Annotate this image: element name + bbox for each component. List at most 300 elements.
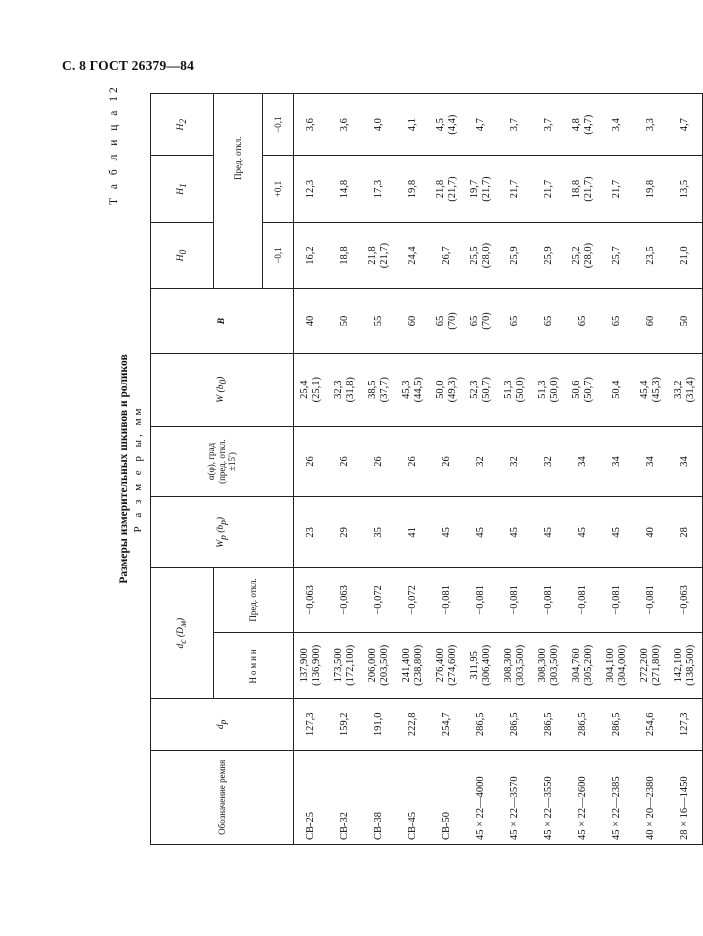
cell-dc-tol-value: −0,081 <box>508 585 520 615</box>
cell-dc-nomin-value: 173,500 <box>332 648 344 683</box>
cell-dc-nomin <box>532 632 566 699</box>
cell-w <box>498 353 532 426</box>
cell-h1 <box>600 156 634 223</box>
cell-w-alt-value: (49,3) <box>447 376 458 403</box>
cell-h1-value: 13,5 <box>678 179 690 199</box>
cell-dp <box>362 699 396 750</box>
cell-alpha <box>396 426 430 497</box>
cell-h0 <box>464 222 498 289</box>
cell-dp <box>600 699 634 750</box>
cell-designation <box>294 750 329 844</box>
header-w: W $(b_0)$ <box>151 353 294 426</box>
cell-dc-tol-value: −0,072 <box>406 585 418 615</box>
cell-dc-tol-value: −0,081 <box>644 585 656 615</box>
cell-h0-value: 26,7 <box>440 246 452 265</box>
cell-w-alt-value: (45,3) <box>651 376 662 403</box>
cell-h0 <box>498 222 532 289</box>
cell-designation <box>396 750 430 844</box>
cell-dp <box>396 699 430 750</box>
cell-dc-nomin-alt-value: (304,000) <box>617 644 628 686</box>
cell-designation <box>600 750 634 844</box>
cell-h0-value: 24,4 <box>406 246 418 265</box>
cell-w-value: 51,3 <box>536 380 548 399</box>
cell-wp-value: 45 <box>474 527 486 538</box>
cell-designation <box>532 750 566 844</box>
cell-h2-value: 4,7 <box>678 118 690 132</box>
cell-h2-alt-value: (4,7) <box>583 114 594 135</box>
cell-w-value: 33,2 <box>672 380 684 399</box>
cell-b <box>566 289 600 353</box>
cell-wp-value: 40 <box>644 527 656 538</box>
cell-h0-alt-value: (21,7) <box>379 242 390 269</box>
cell-b <box>600 289 634 353</box>
cell-dp-value: 286,5 <box>474 712 486 737</box>
table-row <box>464 94 498 845</box>
cell-h1 <box>430 156 464 223</box>
cell-designation <box>430 750 464 844</box>
cell-h0-alt-value: (28,0) <box>583 242 594 269</box>
cell-w <box>532 353 566 426</box>
cell-dc-nomin-alt-value: (203,500) <box>379 644 390 686</box>
cell-h0 <box>668 222 703 289</box>
cell-h2-value: 4,8 <box>570 118 582 132</box>
cell-designation-value: СВ-45 <box>406 811 418 840</box>
cell-w <box>668 353 703 426</box>
cell-dc-tol <box>294 568 329 632</box>
header-tol-h0: −0,1 <box>263 222 294 289</box>
cell-dc-nomin <box>464 632 498 699</box>
cell-dp <box>430 699 464 750</box>
cell-w-value: 25,4 <box>298 380 310 399</box>
cell-wp <box>362 497 396 568</box>
cell-designation-value: 45 × 22—4000 <box>474 776 486 840</box>
cell-b-value: 65 <box>576 315 588 327</box>
cell-b-alt-value: (70) <box>481 312 492 330</box>
cell-h0-value: 18,8 <box>338 246 350 265</box>
cell-wp-value: 28 <box>678 527 690 538</box>
cell-b <box>464 289 498 353</box>
cell-b-value: 50 <box>338 315 350 327</box>
cell-wp <box>566 497 600 568</box>
cell-dp <box>328 699 362 750</box>
cell-dc-nomin-value: 137,900 <box>298 648 310 683</box>
page-header: С. 8 ГОСТ 26379—84 <box>62 58 195 73</box>
cell-alpha <box>498 426 532 497</box>
cell-designation <box>328 750 362 844</box>
cell-h2-value: 3,6 <box>338 118 350 132</box>
cell-dc-tol-value: −0,081 <box>474 585 486 615</box>
cell-b <box>396 289 430 353</box>
cell-alpha <box>668 426 703 497</box>
cell-dc-tol-value: −0,063 <box>338 585 350 615</box>
cell-dc-tol <box>532 568 566 632</box>
cell-designation-value: СВ-50 <box>440 811 452 840</box>
cell-h1-value: 21,7 <box>508 179 520 199</box>
table-subtitle: Р а з м е р ы, мм <box>132 405 144 533</box>
cell-dc-nomin-value: 304,760 <box>570 648 582 683</box>
cell-alpha <box>600 426 634 497</box>
cell-dc-nomin-value: 304,100 <box>604 648 616 683</box>
cell-dc-nomin-alt-value: (138,500) <box>685 644 696 686</box>
cell-b-value: 65 <box>468 315 480 327</box>
table-row <box>328 94 362 845</box>
cell-b-value: 65 <box>508 315 520 327</box>
cell-dc-nomin <box>328 632 362 699</box>
table-row <box>362 94 396 845</box>
cell-h1 <box>532 156 566 223</box>
cell-h0-value: 23,5 <box>644 246 656 265</box>
table-title: Размеры измерительных шкивов и роликов <box>118 354 130 584</box>
cell-h1 <box>464 156 498 223</box>
cell-alpha <box>362 426 396 497</box>
cell-h1-value: 19,7 <box>468 179 480 199</box>
cell-h2 <box>532 94 566 156</box>
cell-dc-nomin <box>396 632 430 699</box>
cell-b-alt-value: (70) <box>447 312 458 330</box>
cell-h1-value: 17,3 <box>372 179 384 199</box>
cell-alpha-value: 26 <box>304 456 316 467</box>
cell-dc-tol <box>430 568 464 632</box>
cell-dc-nomin-alt-value: (172,100) <box>345 644 356 686</box>
cell-w <box>566 353 600 426</box>
cell-w <box>396 353 430 426</box>
cell-w-alt-value: (31,4) <box>685 376 696 403</box>
cell-alpha-value: 34 <box>644 456 656 467</box>
cell-h0 <box>430 222 464 289</box>
cell-dc-tol-value: −0,063 <box>678 585 690 615</box>
cell-wp-value: 29 <box>338 527 350 538</box>
cell-h1 <box>294 156 329 223</box>
cell-h1-value: 12,3 <box>304 179 316 199</box>
header-tol-h1: +0,1 <box>263 156 294 223</box>
cell-wp-value: 45 <box>440 527 452 538</box>
cell-dc-nomin-value: 276,400 <box>434 648 446 683</box>
cell-h0-value: 21,8 <box>366 246 378 265</box>
cell-wp-value: 45 <box>542 527 554 538</box>
cell-dc-nomin <box>430 632 464 699</box>
cell-alpha <box>566 426 600 497</box>
cell-h1 <box>566 156 600 223</box>
cell-dp-value: 191,0 <box>372 712 384 737</box>
cell-w-value: 45,4 <box>638 380 650 399</box>
header-h2: $H_2$ <box>151 94 214 156</box>
cell-dc-tol <box>362 568 396 632</box>
cell-h1-value: 19,8 <box>406 179 418 199</box>
cell-wp <box>498 497 532 568</box>
cell-h2-value: 3,4 <box>610 118 622 132</box>
cell-w <box>362 353 396 426</box>
cell-alpha-value: 26 <box>440 456 452 467</box>
cell-w-value: 50,4 <box>610 380 622 399</box>
cell-designation-value: СВ-25 <box>304 811 316 840</box>
header-nomin: Номин <box>214 632 294 699</box>
cell-b-value: 65 <box>610 315 622 327</box>
cell-h0-value: 25,7 <box>610 246 622 265</box>
cell-w-value: 51,3 <box>502 380 514 399</box>
cell-b-value: 60 <box>406 315 418 327</box>
cell-h2-alt-value: (4,4) <box>447 114 458 135</box>
cell-h2 <box>362 94 396 156</box>
cell-dp-value: 286,5 <box>610 712 622 737</box>
table-label: Т а б л и ц а 12 <box>108 84 120 205</box>
cell-designation-value: 45 × 22—2600 <box>576 776 588 840</box>
cell-h1 <box>396 156 430 223</box>
cell-h2-value: 3,7 <box>542 118 554 132</box>
cell-designation <box>634 750 668 844</box>
cell-dp <box>634 699 668 750</box>
cell-designation-value: СВ-38 <box>372 811 384 840</box>
cell-dp-value: 254,6 <box>644 712 656 737</box>
cell-dp-value: 286,5 <box>508 712 520 737</box>
cell-h2 <box>566 94 600 156</box>
table-row <box>532 94 566 845</box>
cell-h2 <box>294 94 329 156</box>
cell-alpha <box>430 426 464 497</box>
cell-w <box>294 353 329 426</box>
cell-dc-nomin-alt-value: (303,500) <box>515 644 526 686</box>
cell-alpha <box>464 426 498 497</box>
cell-dp-value: 286,5 <box>576 712 588 737</box>
cell-h0-value: 16,2 <box>304 246 316 265</box>
cell-designation-value: 45 × 22—2385 <box>610 776 622 840</box>
rotated-table-region <box>108 84 696 845</box>
cell-alpha-value: 26 <box>372 456 384 467</box>
cell-b-value: 60 <box>644 315 656 327</box>
cell-wp <box>600 497 634 568</box>
cell-b <box>634 289 668 353</box>
cell-h0-alt-value: (28,0) <box>481 242 492 269</box>
cell-dp <box>464 699 498 750</box>
cell-w-alt-value: (50,0) <box>549 376 560 403</box>
cell-h1 <box>668 156 703 223</box>
cell-dp <box>532 699 566 750</box>
cell-h0 <box>362 222 396 289</box>
cell-h1 <box>328 156 362 223</box>
header-h0: $H_0$ <box>151 222 214 289</box>
cell-h0-value: 25,2 <box>570 246 582 265</box>
table-row <box>566 94 600 845</box>
table-row <box>498 94 532 845</box>
cell-h2 <box>668 94 703 156</box>
cell-b <box>430 289 464 353</box>
header-h1: $H_1$ <box>151 156 214 223</box>
cell-h1-value: 18,8 <box>570 179 582 199</box>
cell-dp-value: 286,5 <box>542 712 554 737</box>
cell-h2-value: 4,5 <box>434 118 446 132</box>
cell-dc-tol-value: −0,063 <box>304 585 316 615</box>
cell-wp-value: 23 <box>304 527 316 538</box>
cell-b <box>498 289 532 353</box>
cell-wp <box>294 497 329 568</box>
cell-dc-tol <box>498 568 532 632</box>
cell-h2 <box>430 94 464 156</box>
table-row <box>634 94 668 845</box>
cell-w-value: 50,6 <box>570 380 582 399</box>
cell-dc-nomin <box>566 632 600 699</box>
cell-w-alt-value: (25,1) <box>311 376 322 403</box>
cell-h1 <box>634 156 668 223</box>
cell-designation-value: СВ-32 <box>338 811 350 840</box>
cell-wp <box>430 497 464 568</box>
cell-w <box>430 353 464 426</box>
cell-w <box>600 353 634 426</box>
header-dp: $d_p$ <box>151 699 294 750</box>
cell-h1-alt-value: (21,7) <box>447 176 458 202</box>
cell-h2-value: 3,6 <box>304 118 316 132</box>
cell-h2 <box>634 94 668 156</box>
cell-h0-value: 25,9 <box>508 246 520 265</box>
cell-h0 <box>328 222 362 289</box>
cell-w-alt-value: (50,7) <box>583 376 594 403</box>
cell-dc-tol <box>668 568 703 632</box>
cell-b-value: 55 <box>372 315 384 327</box>
cell-designation <box>566 750 600 844</box>
cell-dc-nomin-value: 272,200 <box>638 648 650 683</box>
cell-h2 <box>396 94 430 156</box>
cell-b <box>532 289 566 353</box>
cell-dc-tol-value: −0,081 <box>542 585 554 615</box>
cell-w-alt-value: (50,7) <box>481 376 492 403</box>
cell-wp-value: 41 <box>406 527 418 538</box>
cell-h2-value: 4,7 <box>474 118 486 132</box>
cell-h1-alt-value: (21,7) <box>583 176 594 202</box>
cell-h1 <box>362 156 396 223</box>
cell-wp-value: 45 <box>508 527 520 538</box>
cell-h0-value: 25,9 <box>542 246 554 265</box>
cell-designation <box>498 750 532 844</box>
cell-b <box>328 289 362 353</box>
cell-dc-nomin-value: 206,000 <box>366 648 378 683</box>
cell-h0 <box>532 222 566 289</box>
cell-h2-value: 3,3 <box>644 118 656 132</box>
cell-h1-alt-value: (21,7) <box>481 176 492 202</box>
cell-wp-value: 45 <box>610 527 622 538</box>
cell-dp-value: 222,8 <box>406 712 418 737</box>
cell-h2 <box>328 94 362 156</box>
cell-dc-tol <box>464 568 498 632</box>
dimensions-table <box>150 93 703 845</box>
cell-h2 <box>464 94 498 156</box>
header-tol-spacer <box>214 222 263 289</box>
cell-h0 <box>396 222 430 289</box>
cell-designation <box>362 750 396 844</box>
cell-b <box>294 289 329 353</box>
cell-w-alt-value: (37,7) <box>379 376 390 403</box>
cell-wp <box>464 497 498 568</box>
cell-dc-tol-value: −0,072 <box>372 585 384 615</box>
header-alpha: α(φ), град (пред. откл. ±15′) <box>151 426 294 497</box>
cell-h1-value: 21,8 <box>434 179 446 199</box>
cell-b-value: 65 <box>434 315 446 327</box>
cell-designation-value: 45 × 22—3570 <box>508 776 520 840</box>
cell-w-value: 32,3 <box>332 380 344 399</box>
cell-alpha-value: 26 <box>406 456 418 467</box>
cell-wp <box>532 497 566 568</box>
cell-h1-value: 21,7 <box>610 179 622 199</box>
cell-dc-tol-value: −0,081 <box>610 585 622 615</box>
cell-h1-value: 14,8 <box>338 179 350 199</box>
cell-h2-value: 3,7 <box>508 118 520 132</box>
cell-dp-value: 254,7 <box>440 712 452 737</box>
cell-b-value: 50 <box>678 315 690 327</box>
cell-b <box>362 289 396 353</box>
cell-dc-tol <box>396 568 430 632</box>
table-row <box>396 94 430 845</box>
cell-alpha-value: 34 <box>610 456 622 467</box>
header-wp: $W_p$ $(b_p)$ <box>151 497 294 568</box>
cell-h0 <box>600 222 634 289</box>
cell-wp-value: 45 <box>576 527 588 538</box>
cell-wp <box>668 497 703 568</box>
cell-w-value: 50,0 <box>434 380 446 399</box>
cell-wp <box>634 497 668 568</box>
cell-alpha <box>634 426 668 497</box>
cell-dc-nomin-alt-value: (271,800) <box>651 644 662 686</box>
cell-dc-tol-value: −0,081 <box>440 585 452 615</box>
cell-dc-nomin <box>600 632 634 699</box>
cell-dc-nomin-alt-value: (303,500) <box>549 644 560 686</box>
cell-dc-nomin-value: 311,95 <box>468 651 480 680</box>
cell-w-alt-value: (31,8) <box>345 376 356 403</box>
cell-dc-nomin-value: 308,300 <box>502 648 514 683</box>
cell-dp <box>566 699 600 750</box>
cell-designation-value: 40 × 20—2380 <box>644 776 656 840</box>
cell-dc-nomin-value: 241,400 <box>400 648 412 683</box>
cell-dc-nomin-value: 308,300 <box>536 648 548 683</box>
cell-dc-nomin-value: 142,100 <box>672 648 684 683</box>
cell-dc-tol-value: −0,081 <box>576 585 588 615</box>
cell-h0 <box>566 222 600 289</box>
cell-dc-nomin-alt-value: (136,900) <box>311 644 322 686</box>
cell-dp <box>294 699 329 750</box>
cell-alpha <box>328 426 362 497</box>
header-tol-h2: −0,1 <box>263 94 294 156</box>
cell-w-value: 52,3 <box>468 380 480 399</box>
header-designation: Обозначение ремня <box>151 750 294 844</box>
cell-dc-nomin <box>362 632 396 699</box>
cell-h1-value: 19,8 <box>644 179 656 199</box>
cell-b-value: 65 <box>542 315 554 327</box>
cell-dp-value: 127,3 <box>678 712 690 737</box>
cell-h0-value: 25,5 <box>468 246 480 265</box>
cell-designation-value: 28 × 16—1450 <box>678 776 690 840</box>
cell-dc-nomin-alt-value: (238,800) <box>413 644 424 686</box>
cell-w-alt-value: (50,0) <box>515 376 526 403</box>
cell-dc-tol <box>328 568 362 632</box>
cell-h0 <box>634 222 668 289</box>
cell-dc-nomin-alt-value: (274,600) <box>447 644 458 686</box>
cell-designation <box>668 750 703 844</box>
cell-dc-tol <box>634 568 668 632</box>
cell-alpha-value: 32 <box>508 456 520 467</box>
cell-h2 <box>498 94 532 156</box>
table-row <box>600 94 634 845</box>
cell-b <box>668 289 703 353</box>
cell-dc-tol <box>566 568 600 632</box>
cell-h2-value: 4,1 <box>406 118 418 132</box>
cell-dc-nomin <box>498 632 532 699</box>
cell-dp <box>498 699 532 750</box>
cell-designation-value: 45 × 22—3550 <box>542 776 554 840</box>
cell-h2 <box>600 94 634 156</box>
header-pred-otkl: Пред. откл. <box>214 94 263 223</box>
cell-h1-value: 21,7 <box>542 179 554 199</box>
cell-dc-nomin-alt-value: (306,400) <box>481 644 492 686</box>
header-dc: $d_c$ $(D_м)$ <box>151 568 214 699</box>
cell-wp <box>328 497 362 568</box>
cell-b-value: 40 <box>304 315 316 327</box>
cell-alpha-value: 34 <box>576 456 588 467</box>
